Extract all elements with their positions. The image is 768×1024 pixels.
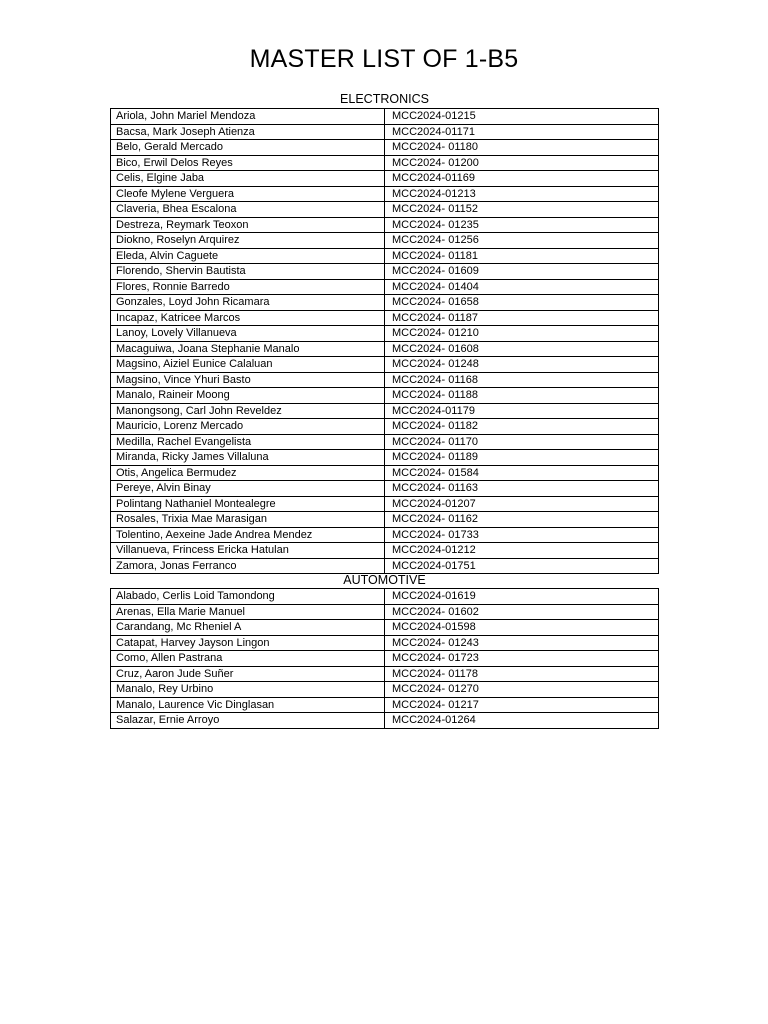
student-name-cell: Tolentino, Aexeine Jade Andrea Mendez: [111, 527, 385, 543]
student-name-cell: Ariola, John Mariel Mendoza: [111, 109, 385, 125]
table-row: [111, 264, 659, 280]
student-name-cell: Macaguiwa, Joana Stephanie Manalo: [111, 341, 385, 357]
student-id-cell: MCC2024-01213: [385, 186, 659, 202]
table-row: [111, 713, 659, 729]
table-row: [111, 403, 659, 419]
table-row: [111, 434, 659, 450]
student-id-cell: MCC2024- 01733: [385, 527, 659, 543]
table-row: [111, 558, 659, 574]
table-row: [111, 682, 659, 698]
section-title-electronics: ELECTRONICS: [340, 92, 429, 106]
table-row: [111, 666, 659, 682]
table-row: [111, 450, 659, 466]
electronics-table-body: [111, 109, 659, 574]
student-name-cell: Destreza, Reymark Teoxon: [111, 217, 385, 233]
table-row: [111, 419, 659, 435]
table-row: [111, 372, 659, 388]
student-id-cell: MCC2024- 01162: [385, 512, 659, 528]
student-id-cell: MCC2024- 01723: [385, 651, 659, 667]
student-name-cell: Otis, Angelica Bermudez: [111, 465, 385, 481]
student-id-cell: MCC2024- 01178: [385, 666, 659, 682]
student-name-cell: Claveria, Bhea Escalona: [111, 202, 385, 218]
student-id-cell: MCC2024- 01404: [385, 279, 659, 295]
student-name-cell: Arenas, Ella Marie Manuel: [111, 604, 385, 620]
table-row: [111, 279, 659, 295]
table-row: [111, 512, 659, 528]
page-title: MASTER LIST OF 1-B5: [249, 45, 519, 73]
table-row: [111, 620, 659, 636]
student-id-cell: MCC2024- 01270: [385, 682, 659, 698]
automotive-table-body: [111, 589, 659, 729]
student-name-cell: Gonzales, Loyd John Ricamara: [111, 295, 385, 311]
student-id-cell: MCC2024-01215: [385, 109, 659, 125]
table-row: [111, 589, 659, 605]
table-row: [111, 124, 659, 140]
student-name-cell: Medilla, Rachel Evangelista: [111, 434, 385, 450]
student-id-cell: MCC2024-01264: [385, 713, 659, 729]
student-name-cell: Zamora, Jonas Ferranco: [111, 558, 385, 574]
table-row: [111, 604, 659, 620]
table-row: [111, 326, 659, 342]
student-name-cell: Alabado, Cerlis Loid Tamondong: [111, 589, 385, 605]
student-name-cell: Diokno, Roselyn Arquirez: [111, 233, 385, 249]
student-id-cell: MCC2024- 01168: [385, 372, 659, 388]
student-id-cell: MCC2024- 01609: [385, 264, 659, 280]
student-name-cell: Belo, Gerald Mercado: [111, 140, 385, 156]
student-name-cell: Mauricio, Lorenz Mercado: [111, 419, 385, 435]
student-id-cell: MCC2024- 01182: [385, 419, 659, 435]
student-id-cell: MCC2024- 01200: [385, 155, 659, 171]
student-name-cell: Eleda, Alvin Caguete: [111, 248, 385, 264]
student-id-cell: MCC2024- 01608: [385, 341, 659, 357]
student-id-cell: MCC2024-01179: [385, 403, 659, 419]
student-name-cell: Miranda, Ricky James Villaluna: [111, 450, 385, 466]
student-name-cell: Salazar, Ernie Arroyo: [111, 713, 385, 729]
student-name-cell: Cleofe Mylene Verguera: [111, 186, 385, 202]
student-name-cell: Bico, Erwil Delos Reyes: [111, 155, 385, 171]
table-row: [111, 310, 659, 326]
table-row: [111, 248, 659, 264]
student-name-cell: Flores, Ronnie Barredo: [111, 279, 385, 295]
student-id-cell: MCC2024- 01181: [385, 248, 659, 264]
student-name-cell: Manalo, Rey Urbino: [111, 682, 385, 698]
table-row: [111, 388, 659, 404]
student-id-cell: MCC2024- 01210: [385, 326, 659, 342]
student-id-cell: MCC2024- 01248: [385, 357, 659, 373]
student-id-cell: MCC2024- 01602: [385, 604, 659, 620]
student-id-cell: MCC2024- 01152: [385, 202, 659, 218]
table-row: [111, 651, 659, 667]
student-id-cell: MCC2024- 01188: [385, 388, 659, 404]
table-row: [111, 295, 659, 311]
student-name-cell: Rosales, Trixia Mae Marasigan: [111, 512, 385, 528]
student-id-cell: MCC2024- 01187: [385, 310, 659, 326]
student-name-cell: Villanueva, Frincess Ericka Hatulan: [111, 543, 385, 559]
student-id-cell: MCC2024-01171: [385, 124, 659, 140]
student-name-cell: Celis, Elgine Jaba: [111, 171, 385, 187]
table-row: [111, 527, 659, 543]
table-row: [111, 140, 659, 156]
student-name-cell: Magsino, Vince Yhuri Basto: [111, 372, 385, 388]
table-row: [111, 481, 659, 497]
table-row: [111, 109, 659, 125]
table-row: [111, 543, 659, 559]
student-name-cell: Magsino, Aiziel Eunice Calaluan: [111, 357, 385, 373]
automotive-table: [110, 588, 659, 729]
section-title-automotive: AUTOMOTIVE: [343, 573, 426, 587]
table-row: [111, 202, 659, 218]
student-name-cell: Bacsa, Mark Joseph Atienza: [111, 124, 385, 140]
table-row: [111, 635, 659, 651]
table-row: [111, 186, 659, 202]
student-id-cell: MCC2024- 01189: [385, 450, 659, 466]
student-id-cell: MCC2024-01619: [385, 589, 659, 605]
student-name-cell: Pereye, Alvin Binay: [111, 481, 385, 497]
table-row: [111, 217, 659, 233]
table-row: [111, 357, 659, 373]
student-id-cell: MCC2024-01751: [385, 558, 659, 574]
student-id-cell: MCC2024-01207: [385, 496, 659, 512]
student-name-cell: Como, Allen Pastrana: [111, 651, 385, 667]
student-id-cell: MCC2024- 01180: [385, 140, 659, 156]
student-name-cell: Cruz, Aaron Jude Suñer: [111, 666, 385, 682]
student-name-cell: Lanoy, Lovely Villanueva: [111, 326, 385, 342]
table-row: [111, 496, 659, 512]
student-id-cell: MCC2024- 01584: [385, 465, 659, 481]
student-id-cell: MCC2024-01598: [385, 620, 659, 636]
student-name-cell: Manongsong, Carl John Reveldez: [111, 403, 385, 419]
table-row: [111, 465, 659, 481]
student-name-cell: Florendo, Shervin Bautista: [111, 264, 385, 280]
student-name-cell: Carandang, Mc Rheniel A: [111, 620, 385, 636]
student-id-cell: MCC2024- 01163: [385, 481, 659, 497]
table-row: [111, 697, 659, 713]
student-name-cell: Incapaz, Katricee Marcos: [111, 310, 385, 326]
student-name-cell: Catapat, Harvey Jayson Lingon: [111, 635, 385, 651]
student-name-cell: Manalo, Laurence Vic Dinglasan: [111, 697, 385, 713]
student-id-cell: MCC2024-01169: [385, 171, 659, 187]
student-id-cell: MCC2024- 01170: [385, 434, 659, 450]
table-row: [111, 341, 659, 357]
student-id-cell: MCC2024- 01235: [385, 217, 659, 233]
electronics-table: [110, 108, 659, 574]
table-row: [111, 155, 659, 171]
student-id-cell: MCC2024- 01217: [385, 697, 659, 713]
table-row: [111, 233, 659, 249]
student-id-cell: MCC2024-01212: [385, 543, 659, 559]
student-id-cell: MCC2024- 01658: [385, 295, 659, 311]
student-id-cell: MCC2024- 01243: [385, 635, 659, 651]
student-name-cell: Polintang Nathaniel Montealegre: [111, 496, 385, 512]
student-id-cell: MCC2024- 01256: [385, 233, 659, 249]
student-name-cell: Manalo, Raineir Moong: [111, 388, 385, 404]
table-row: [111, 171, 659, 187]
